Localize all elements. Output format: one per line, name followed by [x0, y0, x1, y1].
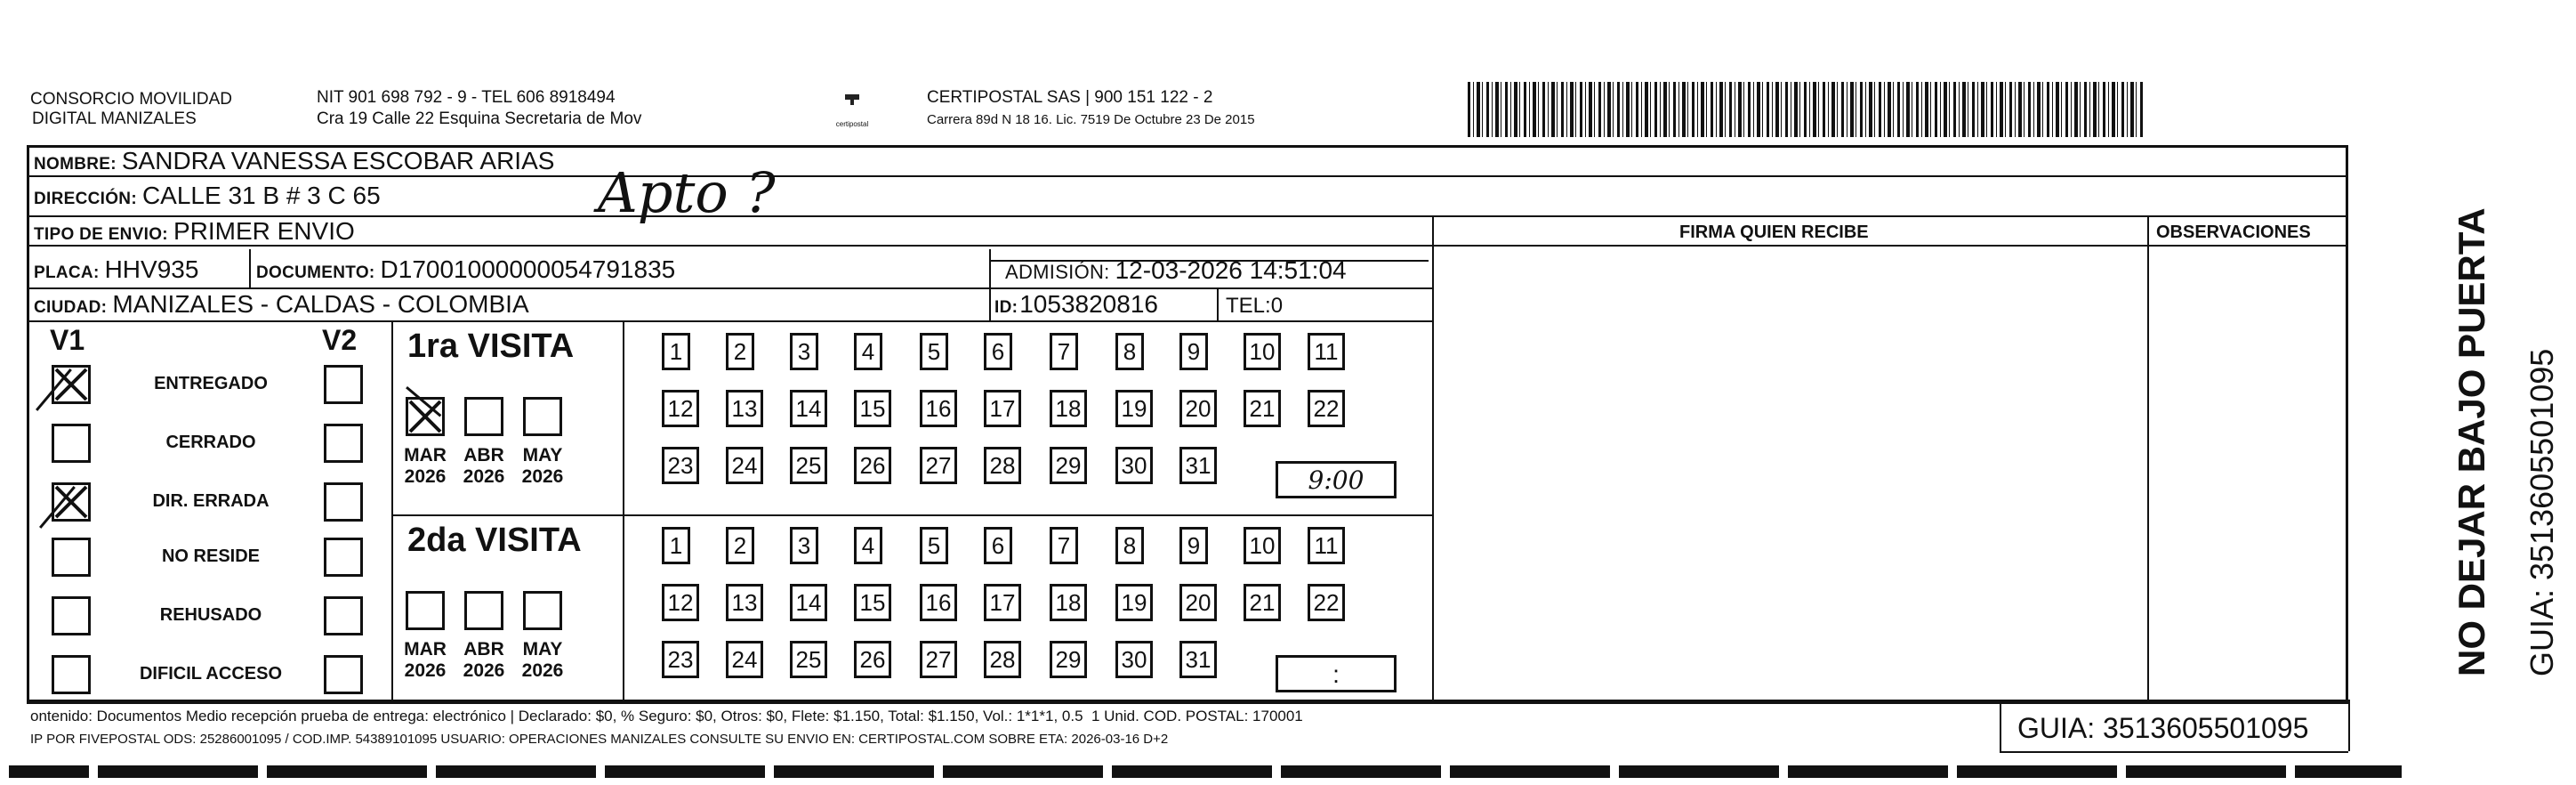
day-box[interactable]: 6 — [984, 527, 1012, 564]
day-box[interactable]: 24 — [726, 447, 763, 484]
v2-checkbox[interactable] — [324, 596, 363, 635]
status-label: CERRADO — [165, 433, 256, 452]
day-box[interactable]: 25 — [790, 447, 827, 484]
city-field — [34, 290, 529, 322]
day-box[interactable]: 5 — [920, 333, 948, 370]
v2-checkbox[interactable] — [324, 365, 363, 404]
recipient-name: SANDRA VANESSA ESCOBAR ARIAS — [121, 147, 555, 174]
day-box[interactable]: 8 — [1115, 333, 1144, 370]
month-name: MAY — [522, 445, 563, 465]
consortium-name-line2: DIGITAL MANIZALES — [32, 109, 197, 128]
month-label — [398, 445, 452, 488]
day-box[interactable]: 26 — [854, 641, 891, 678]
day-box[interactable]: 5 — [920, 527, 948, 564]
tel-value: 0 — [1270, 294, 1284, 318]
day-box[interactable]: 12 — [662, 390, 699, 427]
logo-caption: certipostal — [835, 120, 869, 128]
v2-checkbox[interactable] — [324, 482, 363, 522]
observations-column-header: OBSERVACIONES — [2156, 223, 2311, 242]
document-value: D17001000000054791835 — [380, 255, 676, 283]
month-label — [457, 639, 511, 682]
day-box[interactable]: 11 — [1308, 527, 1345, 564]
carrier-line2: Carrera 89d N 18 16. Lic. 7519 De Octubre 23 De 2015 — [927, 112, 1255, 127]
footer-guide-number: GUIA: 3513605501095 — [2017, 712, 2309, 744]
day-box[interactable]: 3 — [790, 527, 818, 564]
day-box[interactable]: 27 — [920, 641, 957, 678]
consortium-name-line1: CONSORCIO MOVILIDAD — [30, 90, 232, 109]
send-type-value: PRIMER ENVIO — [173, 217, 355, 245]
month-year: 2026 — [463, 660, 505, 681]
city-value: MANIZALES - CALDAS - COLOMBIA — [112, 290, 529, 318]
v1-checkbox[interactable] — [52, 655, 91, 694]
month-label — [516, 445, 569, 488]
day-box[interactable]: 21 — [1244, 584, 1281, 621]
day-box[interactable]: 16 — [920, 390, 957, 427]
day-box[interactable]: 19 — [1115, 584, 1153, 621]
day-box[interactable]: 10 — [1244, 333, 1281, 370]
day-box[interactable]: 9 — [1179, 333, 1208, 370]
day-box[interactable]: 25 — [790, 641, 827, 678]
month-name: MAY — [522, 639, 563, 660]
month-name: MAR — [404, 445, 447, 465]
day-box[interactable]: 31 — [1179, 641, 1217, 678]
status-label: ENTREGADO — [154, 374, 268, 393]
footer-contents-line: ontenido: Documentos Medio recepción prueba de entrega: electrónico | Declarado: $0, % Seguro: $0, Otros: $0, Flete: $1.150, Total: $1.150, Vol.: 1*1*1, 0.5 1 Unid. COD. POSTAL: 170001 — [30, 708, 1303, 724]
day-box[interactable]: 24 — [726, 641, 763, 678]
day-box[interactable]: 18 — [1050, 390, 1087, 427]
tel-field — [1226, 292, 1283, 320]
day-box[interactable]: 12 — [662, 584, 699, 621]
v2-header: V2 — [322, 324, 358, 356]
day-box[interactable]: 26 — [854, 447, 891, 484]
month-checkbox[interactable] — [464, 591, 503, 630]
address-value: CALLE 31 B # 3 C 65 — [141, 182, 381, 209]
id-value: 1053820816 — [1019, 290, 1158, 318]
status-label: REHUSADO — [159, 605, 262, 625]
signature-area[interactable] — [1432, 246, 2147, 700]
day-box[interactable]: 13 — [726, 390, 763, 427]
month-name: ABR — [463, 639, 504, 660]
day-box[interactable]: 11 — [1308, 333, 1345, 370]
day-box[interactable]: 22 — [1308, 390, 1345, 427]
certipostal-logo — [834, 89, 870, 128]
id-field — [994, 290, 1158, 322]
day-box[interactable]: 13 — [726, 584, 763, 621]
day-box[interactable]: 2 — [726, 333, 754, 370]
side-notice — [2419, 207, 2576, 676]
day-box[interactable]: 18 — [1050, 584, 1087, 621]
recipient-name-field — [34, 147, 554, 179]
name-label: NOMBRE: — [34, 155, 117, 174]
month-label — [516, 639, 569, 682]
month-year: 2026 — [404, 660, 447, 681]
month-name: ABR — [463, 445, 504, 465]
month-checkbox[interactable] — [464, 397, 503, 436]
day-box[interactable]: 29 — [1050, 447, 1087, 484]
day-box[interactable]: 22 — [1308, 584, 1345, 621]
day-box[interactable]: 20 — [1179, 390, 1217, 427]
send-type-field — [34, 217, 355, 249]
day-box[interactable]: 17 — [984, 584, 1021, 621]
day-box-marked[interactable]: 15 — [854, 390, 891, 427]
day-box[interactable]: 8 — [1115, 527, 1144, 564]
day-box[interactable]: 30 — [1115, 641, 1153, 678]
visit-title: 1ra VISITA — [407, 328, 575, 365]
v2-checkbox[interactable] — [324, 538, 363, 577]
send-type-label: TIPO DE ENVIO: — [34, 225, 168, 244]
day-box[interactable]: 31 — [1179, 447, 1217, 484]
day-box[interactable]: 10 — [1244, 527, 1281, 564]
address-line: Cra 19 Calle 22 Esquina Secretaria de Mov — [317, 109, 642, 128]
v1-checkbox[interactable] — [52, 538, 91, 577]
day-box[interactable]: 30 — [1115, 447, 1153, 484]
v1-checkbox[interactable] — [52, 596, 91, 635]
day-box[interactable]: 23 — [662, 641, 699, 678]
city-label: CIUDAD: — [34, 298, 108, 317]
document-field — [256, 255, 675, 287]
handwritten-address-note: Apto ? — [598, 160, 776, 225]
day-box[interactable]: 4 — [854, 333, 882, 370]
day-box[interactable]: 15 — [854, 584, 891, 621]
day-box[interactable]: 7 — [1050, 333, 1078, 370]
v1-checkbox[interactable] — [52, 424, 91, 463]
day-box[interactable]: 3 — [790, 333, 818, 370]
signature-column-header: FIRMA QUIEN RECIBE — [1679, 223, 1869, 242]
visit-title: 2da VISITA — [407, 522, 582, 559]
month-year: 2026 — [463, 466, 505, 487]
nit-line: NIT 901 698 792 - 9 - TEL 606 8918494 — [317, 88, 616, 107]
month-year: 2026 — [521, 466, 564, 487]
carrier-line1: CERTIPOSTAL SAS | 900 151 122 - 2 — [927, 88, 1213, 107]
day-box[interactable]: 14 — [790, 390, 827, 427]
v2-checkbox[interactable] — [324, 424, 363, 463]
admission-label: ADMISIÓN: — [1005, 261, 1110, 283]
address-label: DIRECCIÓN: — [34, 190, 137, 208]
month-checkbox[interactable] — [523, 591, 562, 630]
side-guide-number: GUIA: 3513605501095 — [2524, 348, 2560, 676]
v1-header: V1 — [50, 324, 85, 356]
day-box[interactable]: 1 — [662, 527, 690, 564]
month-name: MAR — [404, 639, 447, 660]
address-field — [34, 182, 381, 214]
status-label: DIR. ERRADA — [152, 491, 270, 511]
plate-label: PLACA: — [34, 263, 100, 282]
day-box[interactable]: 6 — [984, 333, 1012, 370]
day-box[interactable]: 4 — [854, 527, 882, 564]
day-box[interactable]: 9 — [1179, 527, 1208, 564]
day-box[interactable]: 28 — [984, 641, 1021, 678]
visit-time-box[interactable]: : — [1276, 655, 1397, 692]
plate-value: HHV935 — [104, 255, 199, 283]
plate-field — [34, 255, 198, 287]
status-label: NO RESIDE — [161, 546, 261, 566]
month-year: 2026 — [404, 466, 447, 487]
cut-line — [9, 765, 2402, 778]
day-box[interactable]: 28 — [984, 447, 1021, 484]
month-checkbox[interactable] — [406, 591, 445, 630]
day-box[interactable]: 23 — [662, 447, 699, 484]
admission-field — [1005, 256, 1347, 287]
do-not-leave-under-door: NO DEJAR BAJO PUERTA — [2451, 207, 2492, 676]
day-box[interactable]: 1 — [662, 333, 690, 370]
day-box[interactable]: 16 — [920, 584, 957, 621]
month-checkbox[interactable] — [523, 397, 562, 436]
document-label: DOCUMENTO: — [256, 263, 375, 282]
day-box[interactable]: 7 — [1050, 527, 1078, 564]
day-box[interactable]: 21 — [1244, 390, 1281, 427]
day-box[interactable]: 17 — [984, 390, 1021, 427]
certipostal-logo-icon — [834, 89, 870, 116]
day-box[interactable]: 14 — [790, 584, 827, 621]
day-box[interactable]: 29 — [1050, 641, 1087, 678]
admission-value: 12-03-2026 14:51:04 — [1115, 256, 1347, 284]
month-label — [398, 639, 452, 682]
tel-label: TEL: — [1226, 294, 1271, 318]
barcode — [1468, 82, 2144, 137]
day-box[interactable]: 2 — [726, 527, 754, 564]
v2-checkbox[interactable] — [324, 655, 363, 694]
observations-area[interactable] — [2149, 246, 2347, 700]
day-box[interactable]: 27 — [920, 447, 957, 484]
visit-time-box[interactable]: 9:00 — [1276, 461, 1397, 498]
footer-print-line: IP POR FIVEPOSTAL ODS: 25286001095 / COD.IMP. 54389101095 USUARIO: OPERACIONES MANIZALES CONSULTE SU ENVIO EN: CERTIPOSTAL.COM SOBRE ETA: 2026-03-16 D+2 — [30, 732, 1169, 747]
day-box[interactable]: 20 — [1179, 584, 1217, 621]
status-label: DIFICIL ACCESO — [139, 664, 282, 684]
month-label — [457, 445, 511, 488]
id-label: ID: — [994, 298, 1018, 317]
month-year: 2026 — [521, 660, 564, 681]
day-box[interactable]: 19 — [1115, 390, 1153, 427]
